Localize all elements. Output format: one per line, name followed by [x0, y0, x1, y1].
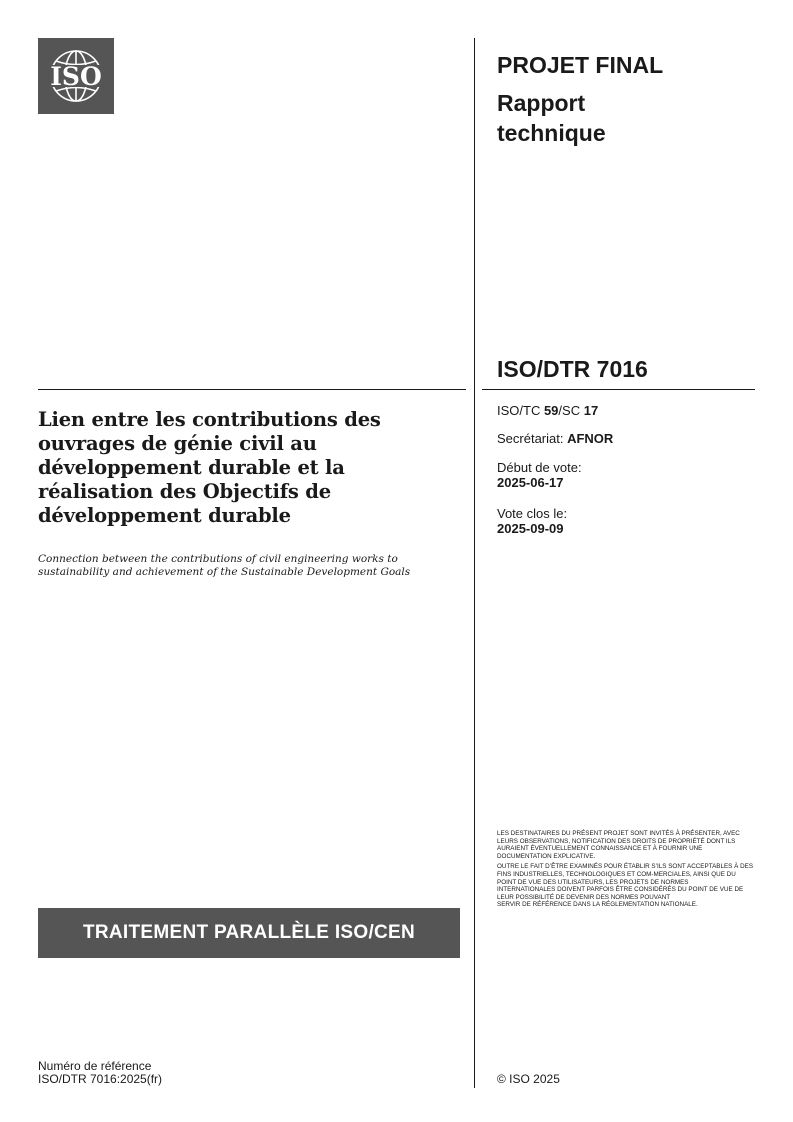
committee-prefix: ISO/TC [497, 403, 544, 418]
reference-number: ISO/DTR 7016:2025(fr) [38, 1072, 163, 1086]
disclaimer [497, 830, 755, 912]
vote-start-date: 2025-06-17 [497, 475, 564, 490]
disclaimer-paragraph-2: OUTRE LE FAIT D’ÊTRE EXAMINÉS POUR ÉTABLIR S’ILS SONT ACCEPTABLES À DES FINS INDUSTRIELLES, TECHNOLOGIQUES ET COM-MERCIALES, AINSI QUE DU POINT DE VUE DES UTILISATEURS, LES PROJETS DE NORMES INTERNATIONALES DOIVENT PARFOIS ÊTRE CONSIDÉRÉS DU POINT DE VUE DE LEUR POSSIBILITÉ DE DEVENIR DES NORMES POUVANT SERVIR DE RÉFÉRENCE DANS LA RÉGLEMENTATION NATIONALE. [497, 863, 754, 909]
committee-info [497, 403, 598, 418]
document-number: ISO/DTR 7016 [497, 356, 648, 382]
document-type: Rapport technique [497, 90, 606, 146]
secretariat-info [497, 431, 613, 446]
secretariat-label: Secrétariat: [497, 431, 568, 446]
document-status: PROJET FINAL [497, 52, 664, 78]
french-title: Lien entre les contributions des ouvrages de génie civil au développement durable et la réalisation des Objectifs de développement durable [38, 408, 381, 527]
vote-close-date: 2025-09-09 [497, 521, 564, 536]
reference-label: Numéro de référence [38, 1059, 152, 1073]
parallel-processing-banner [38, 908, 460, 958]
vote-start-info [497, 460, 582, 490]
tc-number: 59 [543, 403, 559, 418]
sc-prefix: /SC [558, 403, 584, 418]
copyright: © ISO 2025 [497, 1072, 560, 1086]
column-divider [474, 38, 475, 1088]
logo-text: ISO [50, 62, 102, 91]
vote-close-info [497, 506, 567, 536]
vote-close-label: Vote clos le: [497, 506, 568, 521]
sc-number: 17 [583, 403, 599, 418]
english-title: Connection between the contributions of civil engineering works to sustainability and achievement of the Sustainable Development Goals [38, 553, 411, 578]
banner-text: TRAITEMENT PARALLÈLE ISO/CEN [82, 922, 416, 943]
iso-logo [38, 38, 114, 114]
secretariat-value: AFNOR [567, 431, 614, 446]
left-rule [38, 389, 466, 390]
right-rule [482, 389, 755, 390]
disclaimer-paragraph-1: LES DESTINATAIRES DU PRÉSENT PROJET SONT INVITÉS À PRÉSENTER, AVEC LEURS OBSERVATIONS, NOTIFICATION DES DROITS DE PROPRIÉTÉ DONT ILS AURAIENT ÉVENTUELLEMENT CONNAISSANCE ET À FOURNIR UNE DOCUMENTATION EXPLICATIVE. [497, 830, 740, 860]
globe-icon [38, 38, 114, 114]
vote-start-label: Début de vote: [497, 460, 582, 475]
